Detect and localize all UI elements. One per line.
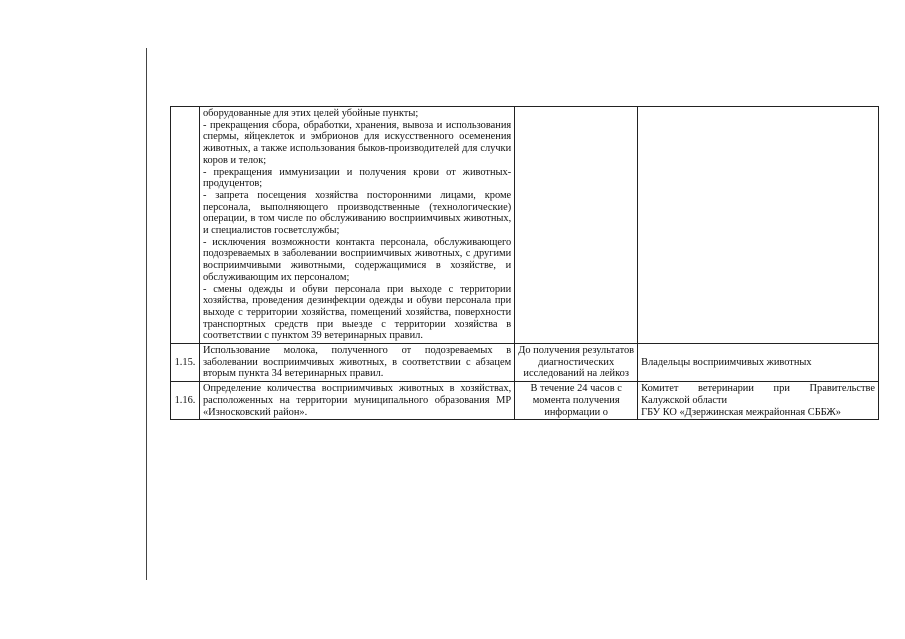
measures-table xyxy=(170,106,879,420)
responsible-cell: Владельцы восприимчивых животных xyxy=(638,344,879,382)
measure-cell xyxy=(199,107,514,344)
row-number-cell: 1.16. xyxy=(171,382,200,420)
measure-line: оборудованные для этих целей убойные пункты; xyxy=(202,108,419,119)
row-number-cell xyxy=(171,107,200,344)
responsible-cell xyxy=(638,382,879,420)
term-cell xyxy=(515,382,638,420)
responsible-line: ГБУ КО «Дзержинская межрайонная СББЖ» xyxy=(641,406,841,418)
measure-line: - исключения возможности контакта персонала, обслуживающего подозреваемых в заболевании восприимчивых животных, с другими восприимчивыми животными, содержащимися в хозяйстве, и обслуживающим их персоналом; xyxy=(202,236,512,283)
table-row xyxy=(171,344,879,382)
binding-margin-line xyxy=(146,48,147,580)
table-row xyxy=(171,107,879,344)
measure-line: - прекращения сбора, обработки, хранения, вывоза и использования спермы, яйцеклеток и эмбрионов для искусственного осеменения животных, а также использования быков-производителей для случки коров и телок; xyxy=(202,119,512,166)
term-cell: До получения результатов диагностических исследований на лейкоз xyxy=(515,344,638,382)
measure-cell: Определение количества восприимчивых животных в хозяйствах, расположенных на территории муниципального образования МР «Износковский район». xyxy=(199,382,514,420)
table-row xyxy=(171,382,879,420)
measure-line: - смены одежды и обуви персонала при выходе с территории хозяйства, проведения дезинфекции одежды и обуви персонала при выходе с территории хозяйства, помещений хозяйства, поверхности транспортных средств при выезде с территории хозяйства в соответствии с пунктом 39 ветеринарных правил. xyxy=(202,283,512,342)
measure-line: - прекращения иммунизации и получения крови от животных-продуцентов; xyxy=(202,166,512,190)
responsible-cell xyxy=(638,107,879,344)
measure-cell: Использование молока, полученного от подозреваемых в заболевании восприимчивых животных, в соответствии с абзацем вторым пункта 34 ветеринарных правил. xyxy=(199,344,514,382)
measure-line: - запрета посещения хозяйства посторонними лицами, кроме персонала, выполняющего производственные (технологические) операции, в том числе по обслуживанию восприимчивых животных, и специалистов госветслужбы; xyxy=(202,189,512,237)
responsible-line: Комитет ветеринарии при Правительстве Калужской области xyxy=(641,383,875,406)
term-cell xyxy=(515,107,638,344)
term-text-clipped: В течение 24 часов с момента получения информации о xyxy=(530,383,622,418)
row-number-cell: 1.15. xyxy=(171,344,200,382)
